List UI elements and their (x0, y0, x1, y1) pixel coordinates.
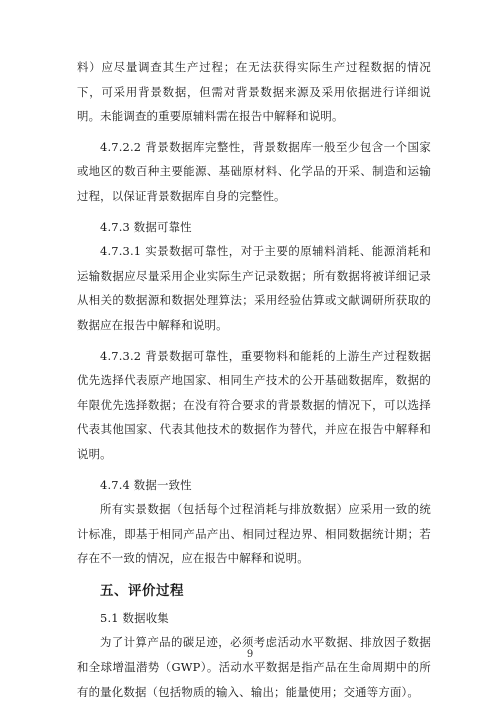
document-body (77, 55, 431, 710)
body-paragraph: 4.7.3.1 实景数据可靠性，对于主要的原辅料消耗、能源消耗和运输数据应尽量采用企业实际生产记录数据；所有数据将被详细记录从相关的数据源和数据处理算法；采用经验估算或文献调研所获取的数据应在报告中解释和说明。 (77, 244, 431, 332)
subsection-heading: 4.7.3 数据可靠性 (100, 219, 192, 234)
body-paragraph: 4.7.3.2 背景数据可靠性，重要物料和能耗的上游生产过程数据优先选择代表原产地国家、相同生产技术的公开基础数据库，数据的年限优先选择数据；在没有符合要求的背景数据的情况下，可以选择代表其他国家、代表其他技术的数据作为替代，并应在报告中解释和说明。 (77, 348, 431, 461)
section-heading: 五、评价过程 (100, 582, 184, 599)
body-paragraph: 4.7.2.2 背景数据库完整性，背景数据库一般至少包含一个国家或地区的数百种主要能源、基础原材料、化学品的开采、制造和运输过程，以保证背景数据库自身的完整性。 (77, 139, 431, 203)
subsection-heading: 4.7.4 数据一致性 (100, 477, 192, 492)
body-paragraph: 料）应尽量调查其生产过程；在无法获得实际生产过程数据的情况下，可采用背景数据，但需对背景数据来源及采用依据进行详细说明。未能调查的重要原辅料需在报告中解释和说明。 (77, 60, 431, 124)
body-paragraph: 所有实景数据（包括每个过程消耗与排放数据）应采用一致的统计标准，即基于相同产品产出、相同过程边界、相同数据统计期；若存在不一致的情况，应在报告中解释和说明。 (77, 502, 431, 566)
body-paragraph: 为了计算产品的碳足迹，必须考虑活动水平数据、排放因子数据和全球增温潜势（GWP）。活动水平数据是指产品在生命周期中的所有的量化数据（包括物质的输入、输出；能量使用；交通等方面）。 (77, 635, 431, 699)
subsection-heading: 5.1 数据收集 (100, 610, 169, 625)
page-number: 9 (246, 649, 254, 660)
